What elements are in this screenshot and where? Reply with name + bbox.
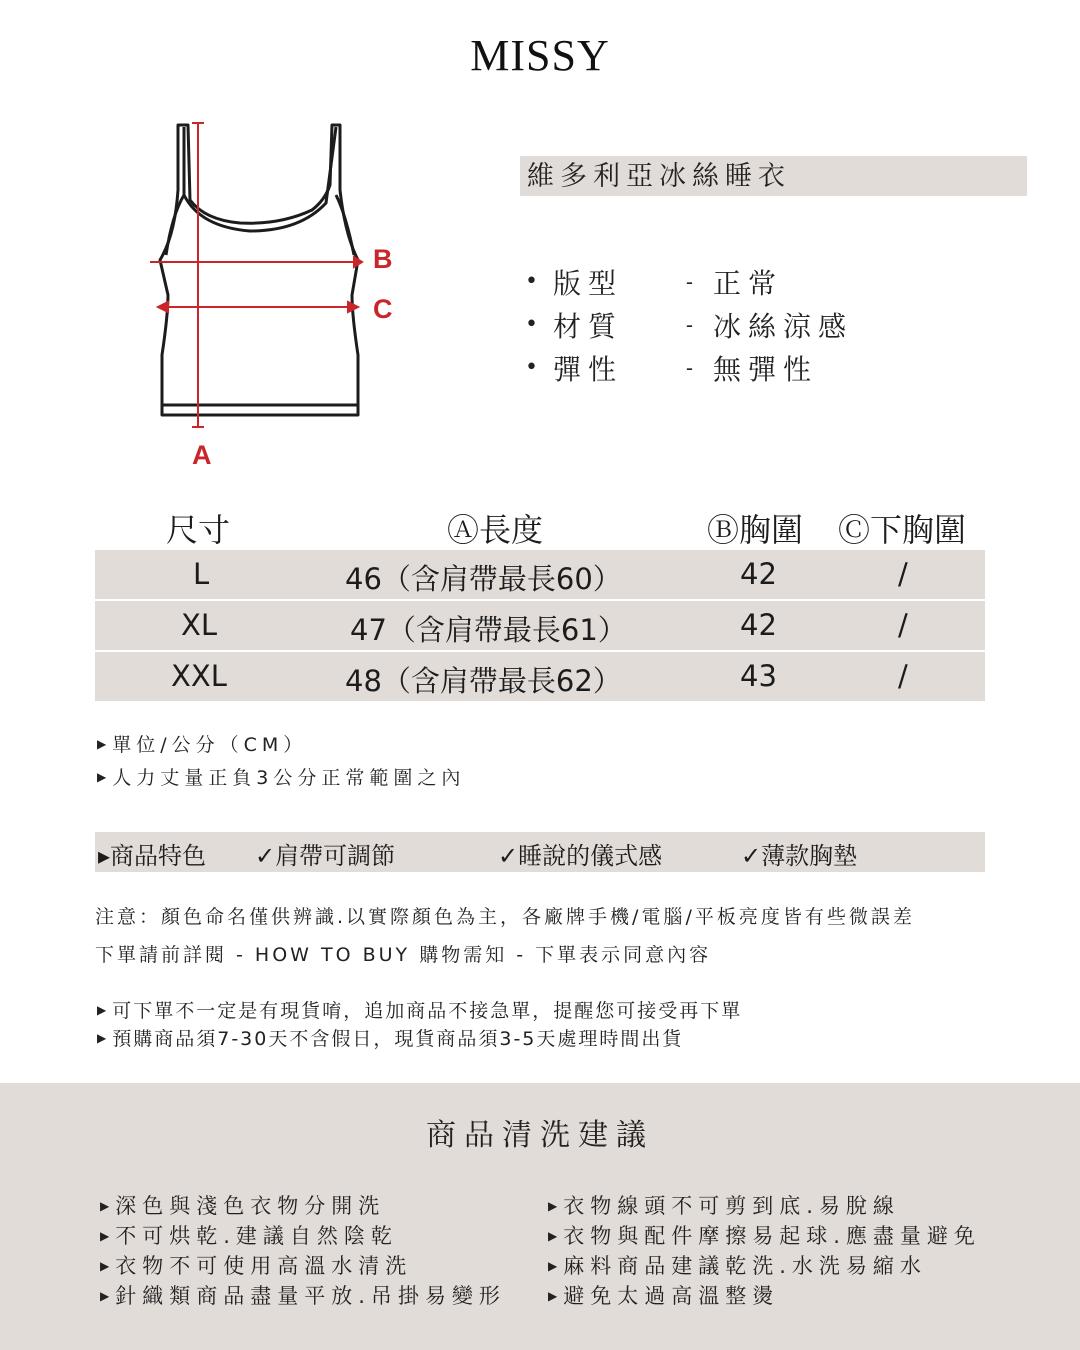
cell-bust: 42 <box>740 608 777 642</box>
cell-underbust: / <box>898 608 908 642</box>
table-row <box>95 550 985 599</box>
feature-item: ✓睡說的儀式感 <box>498 842 663 870</box>
triangle-right-icon: ▶ <box>548 1199 558 1213</box>
triangle-right-icon: ▶ <box>548 1289 558 1303</box>
notice-line: 注意：顏色命名僅供辨識.以實際顏色為主，各廠牌手機/電腦/平板亮度皆有些微誤差 <box>95 906 915 928</box>
spec-value: 冰絲涼感 <box>713 309 854 343</box>
table-row <box>95 601 985 650</box>
care-title: 商品清洗建議 <box>426 1118 654 1153</box>
features-label: ▸商品特色 <box>98 842 207 870</box>
list-item: ▶ 衣物線頭不可剪到底.易脫線 <box>548 1194 900 1218</box>
spec-key: 版型 <box>553 266 624 300</box>
cell-bust: 42 <box>740 557 777 591</box>
feature-item: ✓肩帶可調節 <box>255 842 396 870</box>
triangle-right-icon: ▶ <box>100 1229 110 1243</box>
care-list-left <box>100 1190 506 1310</box>
bullet-icon: • <box>525 355 545 380</box>
triangle-right-icon: ▶ <box>97 737 107 751</box>
cell-underbust: / <box>898 659 908 693</box>
care-list-right <box>548 1190 981 1310</box>
product-name: 維多利亞冰絲睡衣 <box>527 161 791 192</box>
list-item: ▶ 可下單不一定是有現貨唷，追加商品不接急單，提醒您可接受再下單 <box>97 1000 743 1022</box>
header-length: Ⓐ長度 <box>447 511 544 549</box>
bullet-icon: • <box>525 269 545 294</box>
list-item: ▶ 不可烘乾.建議自然陰乾 <box>100 1224 398 1248</box>
spec-row <box>525 346 853 389</box>
spec-list <box>525 260 853 389</box>
cell-size: L <box>193 557 210 591</box>
list-item: ▶ 人力丈量正負3公分正常範圍之內 <box>97 767 466 789</box>
list-item: ▶ 單位/公分（CM） <box>97 734 308 756</box>
spec-dash: - <box>685 312 701 337</box>
triangle-right-icon: ▶ <box>100 1199 110 1213</box>
list-item: ▶ 麻料商品建議乾洗.水洗易縮水 <box>548 1254 927 1278</box>
list-item: ▶ 深色與淺色衣物分開洗 <box>100 1194 386 1218</box>
size-table <box>95 550 985 703</box>
header-bust: Ⓑ胸圍 <box>707 511 804 549</box>
units-notes <box>97 730 465 796</box>
spec-key: 彈性 <box>553 352 624 386</box>
cell-underbust: / <box>898 557 908 591</box>
triangle-right-icon: ▶ <box>100 1289 110 1303</box>
triangle-right-icon: ▶ <box>97 770 107 784</box>
preorder-notes <box>97 996 742 1052</box>
spec-dash: - <box>685 355 701 380</box>
list-item: ▶ 預購商品須7-30天不含假日，現貨商品須3-5天處理時間出貨 <box>97 1028 684 1050</box>
header-underbust: Ⓒ下胸圍 <box>838 511 967 549</box>
cell-size: XL <box>181 608 218 642</box>
cell-length: 48（含肩帶最長62） <box>345 664 622 698</box>
tank-top-illustration <box>140 115 400 455</box>
spec-value: 無彈性 <box>713 352 819 386</box>
cell-length: 47（含肩帶最長61） <box>350 613 627 647</box>
notice-line: 下單請前詳閱 - HOW TO BUY 購物需知 - 下單表示同意內容 <box>95 944 712 966</box>
notice <box>95 902 915 978</box>
label-a: A <box>192 440 212 470</box>
list-item: ▶ 避免太過高溫整燙 <box>548 1284 780 1308</box>
spec-dash: - <box>685 269 701 294</box>
list-item: ▶ 衣物不可使用高溫水清洗 <box>100 1254 413 1278</box>
triangle-right-icon: ▶ <box>548 1259 558 1273</box>
label-c: C <box>373 294 393 324</box>
spec-row <box>525 260 853 303</box>
garment-diagram <box>140 115 400 459</box>
triangle-right-icon: ▶ <box>100 1259 110 1273</box>
cell-size: XXL <box>171 659 227 693</box>
feature-item: ✓薄款胸墊 <box>741 842 858 870</box>
triangle-right-icon: ▶ <box>97 1003 107 1017</box>
triangle-right-icon: ▶ <box>97 1031 107 1045</box>
cell-bust: 43 <box>740 659 777 693</box>
bullet-icon: • <box>525 312 545 337</box>
header-size: 尺寸 <box>166 511 231 549</box>
spec-key: 材質 <box>553 309 624 343</box>
label-b: B <box>373 244 393 274</box>
spec-value: 正常 <box>713 266 784 300</box>
list-item: ▶ 衣物與配件摩擦易起球.應盡量避免 <box>548 1224 981 1248</box>
triangle-right-icon: ▶ <box>548 1229 558 1243</box>
list-item: ▶ 針織類商品盡量平放.吊掛易變形 <box>100 1284 506 1308</box>
spec-row <box>525 303 853 346</box>
cell-length: 46（含肩帶最長60） <box>345 562 622 596</box>
table-row <box>95 652 985 701</box>
brand-logo: MISSY <box>470 31 610 80</box>
